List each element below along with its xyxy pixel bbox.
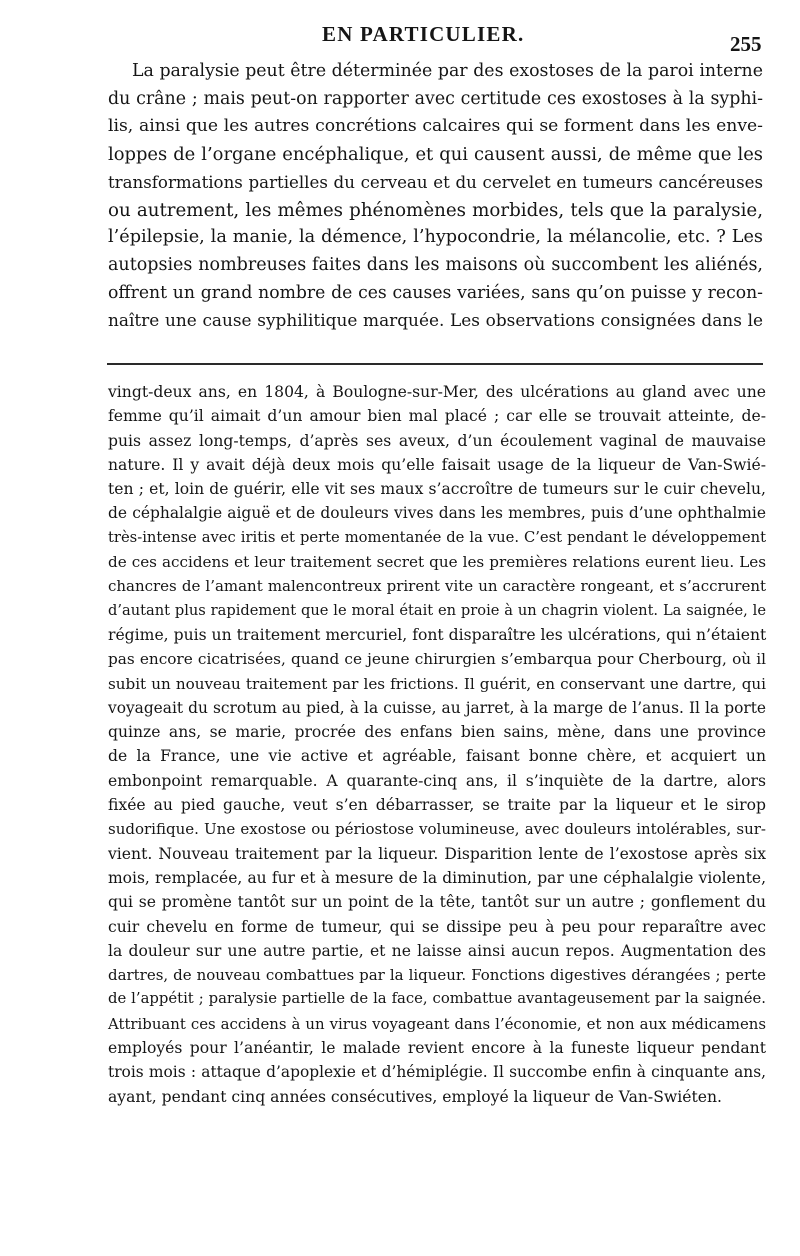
- main-paragraph: [108, 58, 763, 335]
- footnote-line: puis assez long-temps, d’après ses aveux, d’un écoulement vaginal de mauvaise: [108, 431, 766, 450]
- footnote-line: cuir chevelu en forme de tumeur, qui se dissipe peu à peu pour reparaître avec: [108, 917, 766, 936]
- footnote-separator-rule: [107, 363, 763, 365]
- footnote-line: mois, remplacée, au fur et à mesure de la diminution, par une céphalalgie violente,: [108, 868, 766, 887]
- main-text-line: lis, ainsi que les autres concrétions calcaires qui se forment dans les enve-: [108, 116, 763, 137]
- footnote-line: vient. Nouveau traitement par la liqueur. Disparition lente de l’exostose après six: [108, 844, 766, 863]
- main-text-line: autopsies nombreuses faites dans les maisons où succombent les aliénés,: [108, 254, 763, 275]
- main-text-line: naître une cause syphilitique marquée. Les observations consignées dans le: [108, 310, 763, 331]
- verso-bleed-through: [230, 26, 234, 49]
- footnote-line: sudorifique. Une exostose ou périostose volumineuse, avec douleurs intolérables, sur-: [108, 820, 766, 839]
- footnote-line: femme qu’il aimait d’un amour bien mal placé ; car elle se trouvait atteinte, de-: [108, 407, 766, 426]
- footnote-line: trois mois : attaque d’apoplexie et d’hémiplégie. Il succombe enfin à cinquante ans,: [108, 1063, 766, 1082]
- footnote-line: employés pour l’anéantir, le malade revient encore à la funeste liqueur pendant: [108, 1039, 766, 1058]
- footnote-line: régime, puis un traitement mercuriel, font disparaître les ulcérations, qui n’étaient: [108, 625, 767, 644]
- footnote-line: ayant, pendant cinq années consécutives, employé la liqueur de Van-Swiéten.: [108, 1087, 722, 1106]
- footnote-line: de la France, une vie active et agréable, faisant bonne chère, et acquiert un: [108, 747, 766, 766]
- footnote-line: fixée au pied gauche, veut s’en débarrasser, se traite par la liqueur et le sirop: [108, 796, 766, 815]
- footnote-line: vingt-deux ans, en 1804, à Boulogne-sur-Mer, des ulcérations au gland avec une: [108, 383, 766, 401]
- main-text-line: loppes de l’organe encéphalique, et qui causent aussi, de même que les: [108, 144, 763, 166]
- footnote-line: ten ; et, loin de guérir, elle vit ses maux s’accroître de tumeurs sur le cuir chevelu,: [108, 480, 766, 499]
- footnote-line: dartres, de nouveau combattues par la liqueur. Fonctions digestives dérangées ; perte: [108, 966, 766, 985]
- main-text-line: transformations partielles du cerveau et du cervelet en tumeurs cancéreuses: [108, 172, 763, 192]
- footnote-line: subit un nouveau traitement par les frictions. Il guérit, en conservant une dartre, qui: [108, 674, 766, 693]
- footnote-line: de l’appétit ; paralysie partielle de la face, combattue avantageusement par la saignée.: [108, 990, 766, 1008]
- footnote-line: qui se promène tantôt sur un point de la tête, tantôt sur un autre ; gonflement du: [108, 893, 766, 912]
- footnote-line: très-intense avec iritis et perte momentanée de la vue. C’est pendant le développement: [108, 528, 766, 546]
- footnote-line: la douleur sur une autre partie, et ne laisse ainsi aucun repos. Augmentation des: [108, 941, 766, 960]
- running-title: EN PARTICULIER.: [322, 22, 525, 46]
- footnote-line: Attribuant ces accidens à un virus voyageant dans l’économie, et non aux médicamens: [108, 1014, 766, 1033]
- footnote-line: chancres de l’amant malencontreux prirent vite un caractère rongeant, et s’accrurent: [108, 577, 766, 596]
- page-number: 255: [730, 32, 762, 56]
- footnote-line: pas encore cicatrisées, quand ce jeune chirurgien s’embarqua pour Cherbourg, où il: [108, 650, 766, 669]
- footnote-block: [108, 380, 766, 1109]
- footnote-line: voyageait du scrotum au pied, à la cuisse, au jarret, à la marge de l’anus. Il la porte: [108, 698, 766, 717]
- footnote-line: quinze ans, se marie, procrée des enfans bien sains, mène, dans une province: [108, 723, 766, 742]
- main-text-line: du crâne ; mais peut-on rapporter avec certitude ces exostoses à la syphi-: [108, 88, 763, 109]
- footnote-line: embonpoint remarquable. A quarante-cinq ans, il s’inquiète de la dartre, alors: [108, 771, 766, 790]
- footnote-line: de ces accidens et leur traitement secret que les premières relations eurent lieu. Les: [108, 553, 766, 572]
- main-text-line: l’épilepsie, la manie, la démence, l’hypocondrie, la mélancolie, etc. ? Les: [108, 227, 763, 248]
- main-text-line: ou autrement, les mêmes phénomènes morbides, tels que la paralysie,: [108, 199, 763, 221]
- footnote-line: d’autant plus rapidement que le moral était en proie à un chagrin violent. La saignée, le: [108, 601, 766, 619]
- footnote-line: de céphalalgie aiguë et de douleurs vives dans les membres, puis d’une ophthalmie: [108, 504, 766, 523]
- main-text-line: La paralysie peut être déterminée par des exostoses de la paroi interne: [132, 61, 763, 81]
- main-text-line: offrent un grand nombre de ces causes variées, sans qu’on puisse y recon-: [108, 282, 763, 303]
- footnote-line: nature. Il y avait déjà deux mois qu’elle faisait usage de la liqueur de Van-Swié-: [108, 455, 766, 474]
